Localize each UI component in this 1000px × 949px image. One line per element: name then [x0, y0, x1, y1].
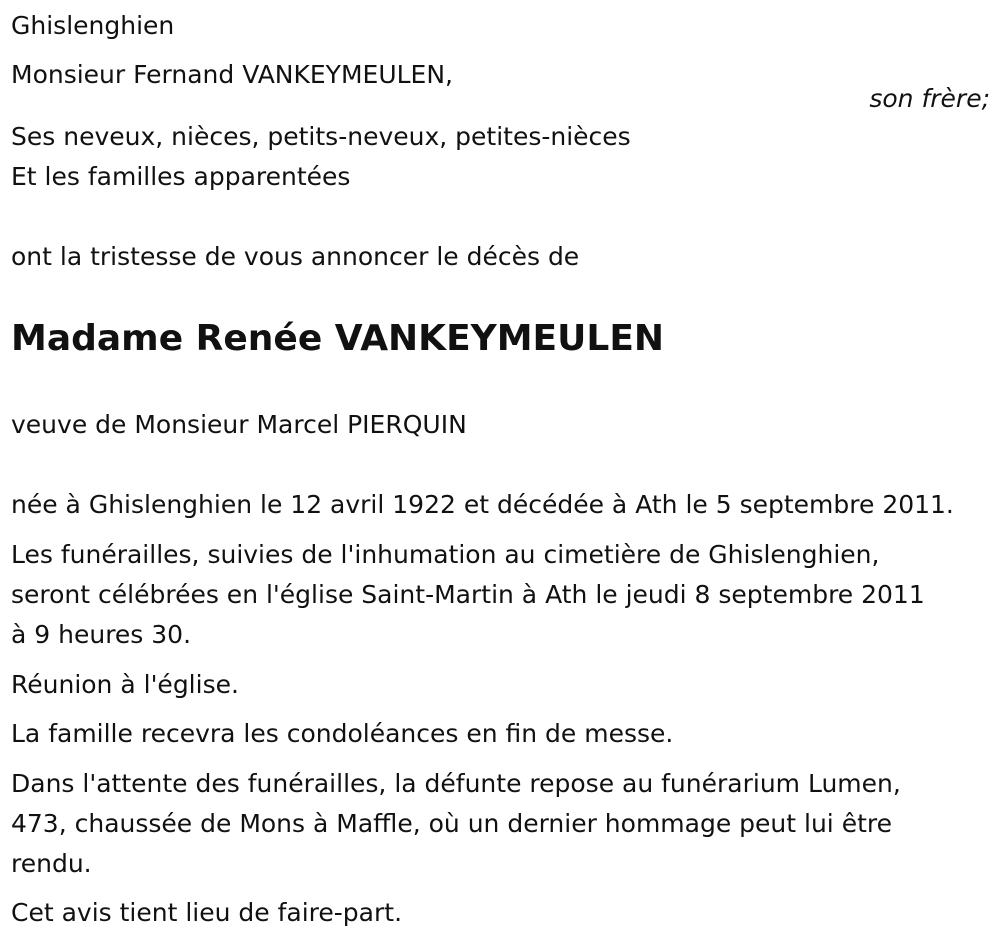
repose-line-1: Dans l'attente des funérailles, la défunte repose au funérarium Lumen,	[11, 769, 901, 798]
funeral-line-2: seront célébrées en l'église Saint-Martin à Ath le jeudi 8 septembre 2011	[11, 580, 925, 609]
funeral-line-3: à 9 heures 30.	[11, 620, 192, 649]
meeting-text: Réunion à l'église.	[11, 670, 239, 699]
closing-text: Cet avis tient lieu de faire-part.	[11, 898, 403, 927]
repose-line-3: rendu.	[11, 849, 92, 878]
funeral-line-1: Les funérailles, suivies de l'inhumation au cimetière de Ghislenghien,	[11, 540, 880, 569]
birth-death-text: née à Ghislenghien le 12 avril 1922 et décédée à Ath le 5 septembre 2011.	[11, 490, 954, 519]
condolences-text: La famille recevra les condoléances en fin de messe.	[11, 719, 674, 748]
repose-line-2: 473, chaussée de Mons à Maffle, où un dernier hommage peut lui être	[11, 809, 892, 838]
family-line-1: Ses neveux, nièces, petits-neveux, petites-nièces	[11, 122, 631, 151]
announcement-text: ont la tristesse de vous annoncer le décès de	[11, 242, 580, 271]
deceased-name: Madame Renée VANKEYMEULEN	[11, 318, 665, 359]
family-line-2: Et les familles apparentées	[11, 162, 351, 191]
brother-role: son frère;	[869, 84, 990, 113]
brother-name: Monsieur Fernand VANKEYMEULEN,	[11, 60, 453, 89]
place-name: Ghislenghien	[11, 11, 175, 40]
spouse-text: veuve de Monsieur Marcel PIERQUIN	[11, 410, 467, 439]
